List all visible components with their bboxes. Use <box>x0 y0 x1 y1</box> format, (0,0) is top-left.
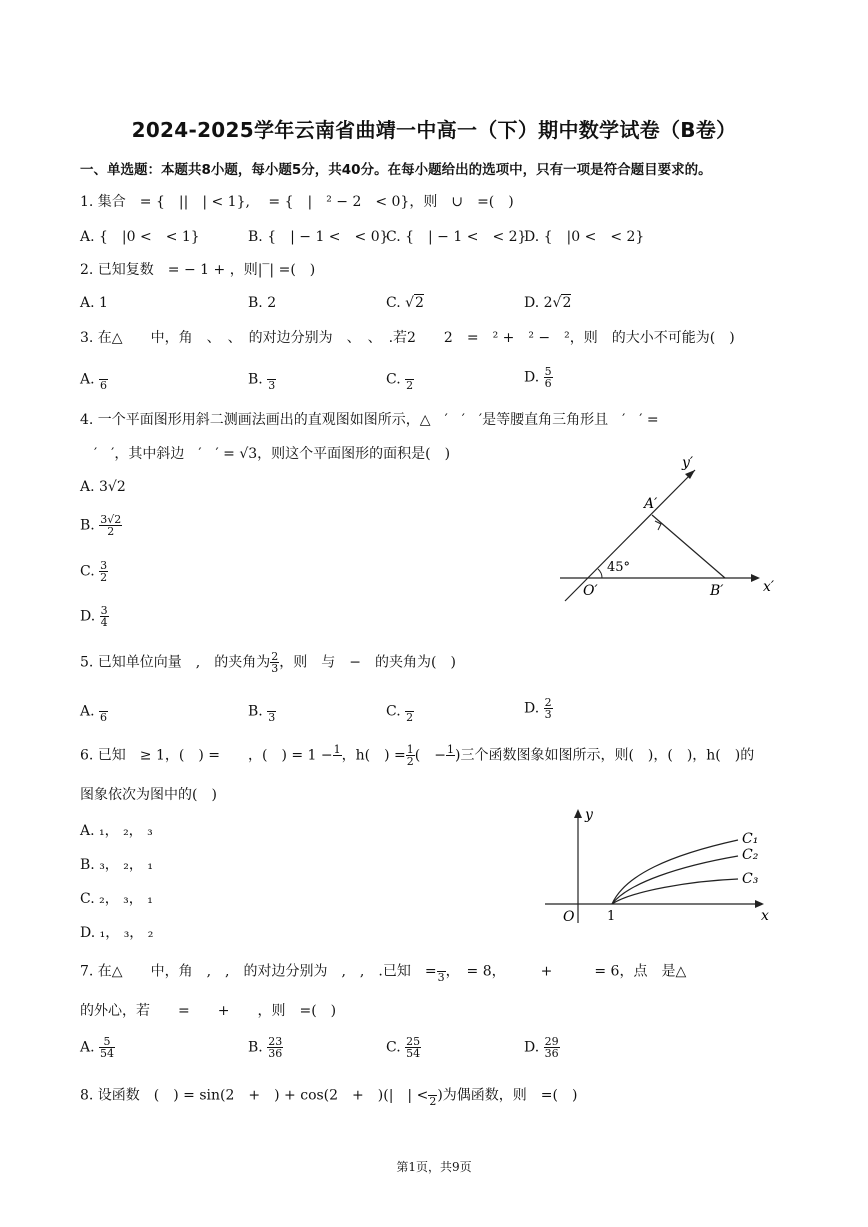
question-7-stem-line2: 的外心，若 = + ，则 =( ) <box>80 1003 337 1019</box>
q3-d-den: 6 <box>544 377 552 390</box>
q4-d-den: 4 <box>100 616 108 629</box>
q2-option-c-radicand: 2 <box>415 295 424 311</box>
q4-label-b: B′ <box>710 583 724 599</box>
q7-b-fraction <box>267 1036 283 1059</box>
q1-option-b: B. { | − 1 < < 0} <box>248 229 389 245</box>
q6-stem-a: 6. 已知 ≥ 1，( ) = ，( ) = 1 − <box>80 747 333 764</box>
section-heading: 一、单选题：本题共8小题，每小题5分，共40分。在每小题给出的选项中，只有一项是符合题目要求的。 <box>80 162 712 178</box>
q6-y-arrow <box>574 809 582 818</box>
q4-b-den: 2 <box>107 525 115 538</box>
q6-stem-c: ，h( ) = <box>341 747 406 764</box>
q8-frac-den: 2 <box>429 1095 437 1108</box>
q6-option-d: D. ₁， ₃， ₂ <box>80 925 154 941</box>
q7-option-d: D. $\frac{29}{36}$ <box>524 1035 559 1060</box>
q3-a-den: 6 <box>100 379 108 392</box>
question-1-stem: 1. 集合 = { || | < 1}, = { | ² − 2 < 0}，则 ∪ =( ) <box>80 194 514 210</box>
q7-c-den: 54 <box>406 1047 421 1060</box>
q4-option-b: B. $\frac{3√2}{2}$ <box>80 513 122 538</box>
q6-stem-f: ( − <box>414 747 446 764</box>
q5-den: 3 <box>271 662 279 675</box>
q4-c-num: 3 <box>100 559 108 572</box>
q5-option-c: C. 2 <box>386 700 414 723</box>
q7-c-fraction <box>405 1036 421 1059</box>
q7-stem-a: 7. 在△ 中，角 , , 的对边分别为 , , .已知 = <box>80 963 437 980</box>
q7-option-a: A. $\frac{5}{54}$ <box>80 1035 115 1060</box>
q5-d-fraction <box>544 697 553 720</box>
q7-frac-den: 3 <box>437 971 445 984</box>
q6-label-x: x <box>761 908 769 924</box>
q6-label-y: y <box>585 807 593 823</box>
q8-frac <box>428 1084 437 1107</box>
q3-option-c: C. 2 <box>386 368 414 391</box>
q3-b-den: 3 <box>268 379 276 392</box>
q7-c-num: 25 <box>406 1035 421 1048</box>
q5-option-b: B. 3 <box>248 700 276 723</box>
question-4-stem-line1: 4. 一个平面图形用斜二测画法画出的直观图如图所示，△ ′ ′ ′是等腰直角三角形且 ′ ′ = <box>80 412 659 428</box>
q4-c-fraction <box>99 560 108 583</box>
q6-label-c3: C₃ <box>742 871 759 887</box>
q4-option-a: A. 3√2 <box>80 479 126 495</box>
q5-num: 2 <box>271 650 279 663</box>
q4-x-arrow <box>751 574 760 582</box>
q4-label-angle: 45° <box>607 560 631 575</box>
q3-option-a: A. 6 <box>80 368 108 391</box>
q4-label-y: y′ <box>682 455 694 471</box>
q7-b-num: 23 <box>268 1035 283 1048</box>
q7-option-c: C. $\frac{25}{54}$ <box>386 1035 421 1060</box>
q7-option-b: B. $\frac{23}{36}$ <box>248 1035 283 1060</box>
q6-label-o: O <box>563 909 575 925</box>
q6-frac-3 <box>446 744 455 767</box>
q2-option-c <box>386 295 424 311</box>
q5-option-d: D. $\frac{2}{3}$ <box>524 696 552 721</box>
q8-stem-a: 8. 设函数 ( ) = sin(2 + ) + cos(2 + )(| | < <box>80 1087 429 1104</box>
q3-d-num: 5 <box>544 365 552 378</box>
q7-a-fraction <box>99 1036 115 1059</box>
q6-label-one: 1 <box>607 909 616 924</box>
q6-frac-2 <box>406 744 415 767</box>
q2-option-d-radicand: 2 <box>562 295 572 311</box>
q8-stem-b: )为偶函数，则 =( ) <box>437 1087 578 1104</box>
q4-y-arrow <box>685 470 695 479</box>
q4-c-den: 2 <box>100 571 108 584</box>
q4-label-a: A′ <box>644 496 658 512</box>
q5-d-num: 2 <box>544 696 552 709</box>
question-8-stem <box>80 1084 577 1107</box>
q6-label-c1: C₁ <box>742 831 759 847</box>
q4-b-fraction <box>99 514 122 537</box>
q6-option-c: C. ₂， ₃， ₁ <box>80 891 153 907</box>
q6-label-c2: C₂ <box>742 847 759 863</box>
q5-a-fraction <box>99 700 108 723</box>
q4-label-x: x′ <box>763 579 775 595</box>
q6-stem-h: )三个函数图象如图所示，则( )，( )，h( )的 <box>454 747 755 764</box>
q2-option-b: B. 2 <box>248 295 277 311</box>
q6-frac-3-num: 1 <box>446 743 454 756</box>
q4-option-c: C. $\frac{3}{2}$ <box>80 559 108 584</box>
q4-d-num: 3 <box>100 604 108 617</box>
q3-a-fraction <box>99 368 108 391</box>
q7-d-fraction <box>544 1036 560 1059</box>
q7-stem-b: ， = 8， + = 6，点 是△ <box>445 963 687 980</box>
q7-frac <box>437 960 446 983</box>
q3-c-den: 2 <box>406 379 414 392</box>
q6-x-arrow <box>755 900 764 908</box>
q3-option-d: D. $\frac{5}{6}$ <box>524 365 552 390</box>
q6-curve-c1 <box>612 840 738 904</box>
q5-b-den: 3 <box>268 711 276 724</box>
q6-option-b: B. ₃， ₂， ₁ <box>80 857 153 873</box>
question-3-stem: 3. 在△ 中，角 、 、 的对边分别为 、 、 .若2 2 = ² + ² − ²，则 的大小不可能为( ) <box>80 330 735 346</box>
q1-option-d: D. { |0 < < 2} <box>524 229 645 245</box>
q4-option-d: D. $\frac{3}{4}$ <box>80 604 108 629</box>
q5-b-fraction <box>267 700 276 723</box>
q5-a-den: 6 <box>100 711 108 724</box>
q4-d-fraction <box>100 605 109 628</box>
q5-stem-post: ，则 与 − 的夹角为( ) <box>279 654 456 671</box>
q4-angle-arc <box>598 569 602 578</box>
q5-c-fraction <box>405 700 414 723</box>
q3-c-fraction <box>405 368 414 391</box>
q4-figure <box>555 455 805 605</box>
q6-option-a: A. ₁， ₂， ₃ <box>80 823 153 839</box>
question-6-stem-line2: 图象依次为图中的( ) <box>80 787 217 803</box>
q6-curve-c3 <box>612 879 738 904</box>
q1-option-a: A. { |0 < < 1} <box>80 229 200 245</box>
q6-figure <box>540 803 780 928</box>
question-2-stem: 2. 已知复数 = − 1 + ，则|‾| =( ) <box>80 262 316 278</box>
page-footer: 第1页，共9页 <box>396 1160 472 1174</box>
q6-frac-2-num: 1 <box>406 743 414 756</box>
page-title: 2024-2025学年云南省曲靖一中高一（下）期中数学试卷（B卷） <box>131 118 737 142</box>
q3-b-fraction <box>267 368 276 391</box>
q4-side-ab <box>652 515 725 578</box>
question-5-stem <box>80 651 456 674</box>
question-4-stem-line2: ′ ′，其中斜边 ′ ′ = √3，则这个平面图形的面积是( ) <box>80 446 451 462</box>
q7-a-den: 54 <box>100 1047 115 1060</box>
q2-option-d <box>524 295 571 311</box>
q5-option-a: A. 6 <box>80 700 108 723</box>
q7-b-den: 36 <box>268 1047 283 1060</box>
q5-c-den: 2 <box>406 711 414 724</box>
q2-option-c-prefix: C. √ <box>386 295 415 311</box>
q6-frac-2-den: 2 <box>406 755 414 768</box>
q7-a-num: 5 <box>99 1036 115 1048</box>
q2-option-a: A. 1 <box>80 295 108 311</box>
q2-option-d-prefix: D. 2√ <box>524 295 562 311</box>
q3-d-fraction <box>544 366 553 389</box>
q4-b-num: 3√2 <box>100 513 122 526</box>
q1-option-c: C. { | − 1 < < 2} <box>386 229 527 245</box>
q7-d-den: 36 <box>544 1047 559 1060</box>
q4-label-o: O′ <box>583 583 598 599</box>
question-7-stem-line1 <box>80 960 686 983</box>
q7-d-num: 29 <box>544 1035 559 1048</box>
q6-frac-1-num: 1 <box>333 743 341 756</box>
q5-stem-pre: 5. 已知单位向量 , 的夹角为 <box>80 654 271 671</box>
question-6-stem-line1 <box>80 744 754 767</box>
q5-angle-fraction <box>270 651 279 674</box>
q5-d-den: 3 <box>544 708 552 721</box>
q3-option-b: B. 3 <box>248 368 276 391</box>
q6-frac-1 <box>333 744 342 767</box>
